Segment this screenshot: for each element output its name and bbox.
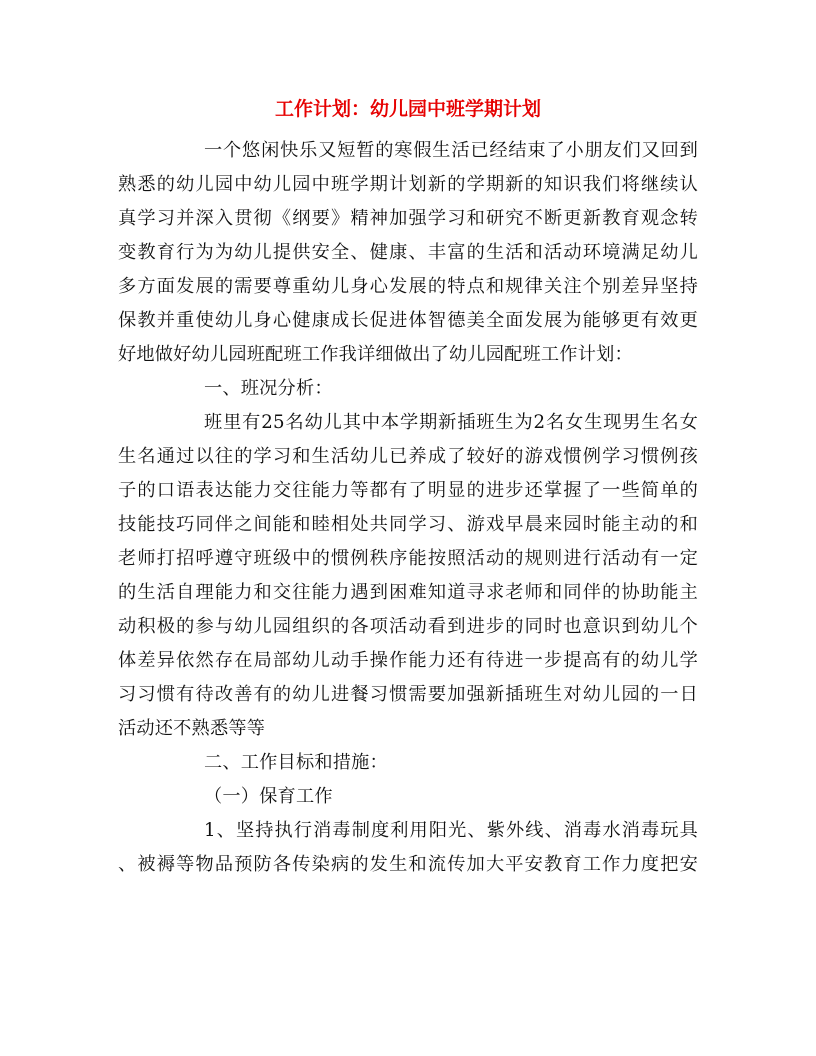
paragraph-line: 熟悉的幼儿园中幼儿园中班学期计划新的学期新的知识我们将继续认 <box>118 174 698 195</box>
paragraph-line: 1、坚持执行消毒制度利用阳光、紫外线、消毒水消毒玩具 <box>204 820 698 841</box>
paragraph-line: 习习惯有待改善有的幼儿进餐习惯需要加强新插班生对幼儿园的一日 <box>118 684 698 705</box>
paragraph-line: 好地做好幼儿园班配班工作我详细做出了幼儿园配班工作计划： <box>118 344 633 365</box>
paragraph-line: 体差异依然存在局部幼儿动手操作能力还有待进一步提高有的幼儿学 <box>118 650 698 671</box>
document-title: 工作计划：幼儿园中班学期计划 <box>274 98 541 120</box>
document-body <box>118 134 698 882</box>
paragraph-line: 变教育行为为幼儿提供安全、健康、丰富的生活和活动环境满足幼儿 <box>118 242 698 263</box>
paragraph-line: 多方面发展的需要尊重幼儿身心发展的特点和规律关注个别差异坚持 <box>118 276 698 297</box>
paragraph-line: 、被褥等物品预防各传染病的发生和流传加大平安教育工作力度把安 <box>118 854 698 875</box>
section-heading: 一、班况分析： <box>204 378 333 399</box>
paragraph-line: 技能技巧同伴之间能和睦相处共同学习、游戏早晨来园时能主动的和 <box>118 514 698 535</box>
paragraph-line: 活动还不熟悉等等 <box>118 718 266 739</box>
paragraph-line: 生名通过以往的学习和生活幼儿已养成了较好的游戏惯例学习惯例孩 <box>118 446 698 467</box>
section-heading: 二、工作目标和措施： <box>204 752 388 773</box>
paragraph-line: 一个悠闲快乐又短暂的寒假生活已经结束了小朋友们又回到 <box>204 140 698 161</box>
paragraph-line: 真学习并深入贯彻《纲要》精神加强学习和研究不断更新教育观念转 <box>118 208 698 229</box>
paragraph-line: 的生活自理能力和交往能力遇到困难知道寻求老师和同伴的协助能主 <box>118 582 698 603</box>
paragraph-line: 子的口语表达能力交往能力等都有了明显的进步还掌握了一些简单的 <box>118 480 698 501</box>
subsection-heading: （一）保育工作 <box>204 786 333 807</box>
paragraph-line: 班里有25名幼儿其中本学期新插班生为2名女生现男生名女 <box>204 412 698 433</box>
paragraph-line: 保教并重使幼儿身心健康成长促进体智德美全面发展为能够更有效更 <box>118 310 698 331</box>
paragraph-line: 动积极的参与幼儿园组织的各项活动看到进步的同时也意识到幼儿个 <box>118 616 698 637</box>
paragraph-line: 老师打招呼遵守班级中的惯例秩序能按照活动的规则进行活动有一定 <box>118 548 698 569</box>
